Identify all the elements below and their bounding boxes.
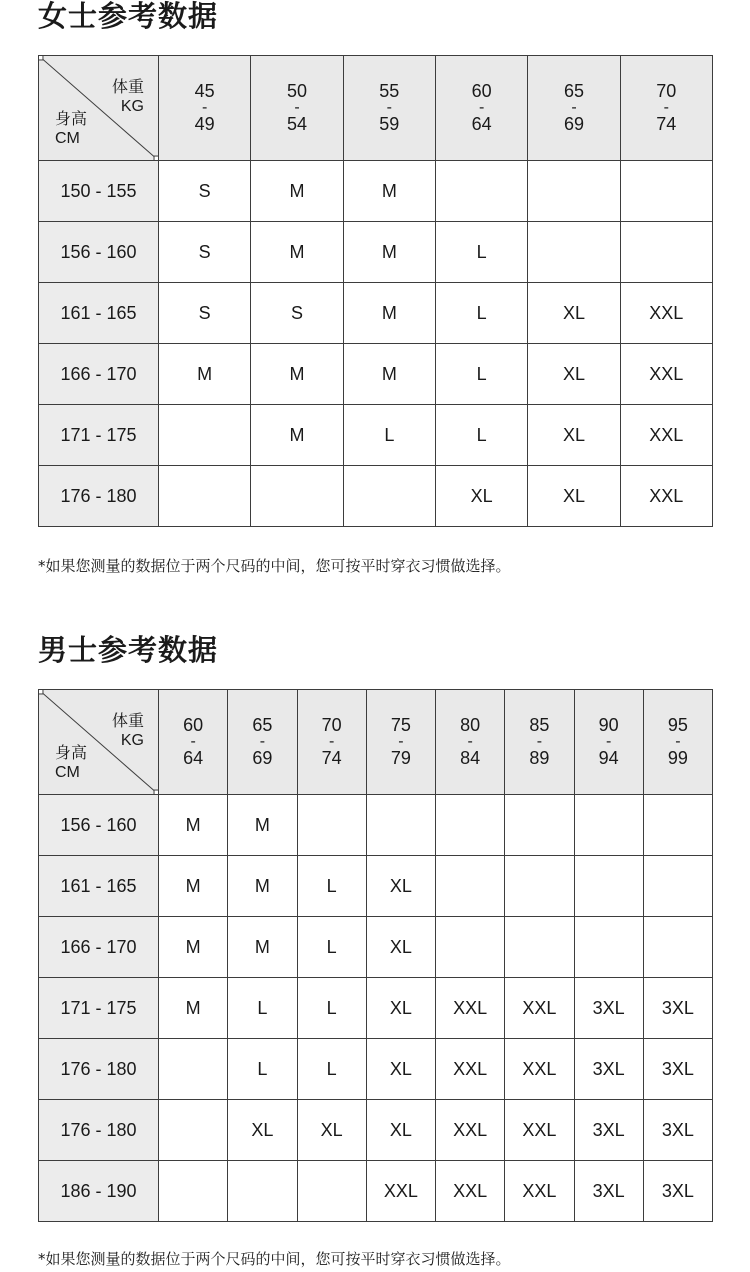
handle-bottom-right bbox=[154, 790, 158, 794]
size-cell bbox=[574, 856, 643, 917]
range-dash: - bbox=[536, 733, 543, 750]
size-cell bbox=[159, 405, 251, 466]
weight-header-cell bbox=[159, 690, 228, 795]
size-cell: L bbox=[228, 978, 297, 1039]
size-cell: XL bbox=[366, 856, 435, 917]
size-cell: M bbox=[251, 405, 343, 466]
size-cell bbox=[528, 161, 620, 222]
weight-from: 55 bbox=[379, 81, 400, 101]
height-range-cell: 156 - 160 bbox=[39, 795, 159, 856]
size-cell bbox=[528, 222, 620, 283]
header-row bbox=[39, 690, 713, 795]
table-row bbox=[39, 466, 713, 527]
weight-range bbox=[644, 716, 712, 768]
size-cell: M bbox=[251, 344, 343, 405]
size-cell: L bbox=[435, 344, 527, 405]
weight-range bbox=[228, 716, 296, 768]
height-label: 身高 bbox=[55, 745, 88, 762]
table-row bbox=[39, 1039, 713, 1100]
weight-range bbox=[367, 716, 435, 768]
height-range-cell: 166 - 170 bbox=[39, 917, 159, 978]
handle-top-left bbox=[39, 56, 43, 60]
size-cell: M bbox=[343, 161, 435, 222]
size-cell bbox=[159, 1100, 228, 1161]
size-cell: 3XL bbox=[643, 1100, 712, 1161]
weight-from: 85 bbox=[529, 715, 550, 735]
weight-to: 64 bbox=[183, 748, 204, 768]
weight-label: 体重 bbox=[111, 79, 144, 96]
size-cell bbox=[435, 161, 527, 222]
height-range-cell: 156 - 160 bbox=[39, 222, 159, 283]
size-cell: L bbox=[297, 917, 366, 978]
size-cell: M bbox=[251, 222, 343, 283]
weight-to: 79 bbox=[390, 748, 411, 768]
size-cell: M bbox=[343, 283, 435, 344]
weight-unit: KG bbox=[120, 732, 144, 749]
weight-header-cell bbox=[574, 690, 643, 795]
size-cell: XL bbox=[528, 283, 620, 344]
size-cell: S bbox=[251, 283, 343, 344]
range-dash: - bbox=[605, 733, 612, 750]
range-dash: - bbox=[571, 99, 577, 116]
height-range-cell: 161 - 165 bbox=[39, 856, 159, 917]
size-cell: M bbox=[159, 856, 228, 917]
size-cell: L bbox=[435, 283, 527, 344]
weight-to: 64 bbox=[471, 114, 492, 134]
weight-from: 65 bbox=[563, 81, 584, 101]
size-cell bbox=[436, 917, 505, 978]
size-cell bbox=[228, 1161, 297, 1222]
range-dash: - bbox=[398, 733, 404, 750]
header-row bbox=[39, 56, 713, 161]
size-cell: L bbox=[297, 856, 366, 917]
size-cell bbox=[505, 795, 574, 856]
men-section-title: 男士参考数据 bbox=[38, 633, 219, 667]
size-cell: 3XL bbox=[643, 1161, 712, 1222]
size-cell: S bbox=[159, 283, 251, 344]
size-cell: L bbox=[297, 1039, 366, 1100]
weight-to: 94 bbox=[598, 748, 619, 768]
table-row bbox=[39, 283, 713, 344]
size-cell bbox=[436, 795, 505, 856]
size-cell: M bbox=[159, 344, 251, 405]
size-cell: XL bbox=[528, 344, 620, 405]
size-cell: 3XL bbox=[574, 1161, 643, 1222]
size-cell: L bbox=[343, 405, 435, 466]
table-row bbox=[39, 222, 713, 283]
weight-from: 95 bbox=[667, 715, 688, 735]
table-row bbox=[39, 344, 713, 405]
women-note: *如果您测量的数据位于两个尺码的中间，您可按平时穿衣习惯做选择。 bbox=[38, 557, 511, 575]
size-cell bbox=[505, 856, 574, 917]
range-dash: - bbox=[294, 99, 300, 116]
weight-range bbox=[344, 82, 435, 134]
size-cell: M bbox=[159, 917, 228, 978]
size-cell bbox=[620, 222, 712, 283]
weight-header-cell bbox=[528, 56, 620, 161]
size-cell: XXL bbox=[505, 1161, 574, 1222]
weight-range bbox=[436, 716, 504, 768]
size-cell: XXL bbox=[620, 466, 712, 527]
handle-bottom-right bbox=[154, 156, 158, 160]
size-cell: M bbox=[228, 856, 297, 917]
size-cell: XL bbox=[528, 466, 620, 527]
size-cell bbox=[643, 917, 712, 978]
size-cell: 3XL bbox=[643, 1039, 712, 1100]
weight-range bbox=[298, 716, 366, 768]
range-dash: - bbox=[259, 733, 266, 750]
table-row bbox=[39, 405, 713, 466]
size-cell: M bbox=[159, 795, 228, 856]
weight-unit: KG bbox=[120, 98, 144, 115]
weight-axis-label bbox=[112, 78, 144, 116]
size-cell: XL bbox=[297, 1100, 366, 1161]
height-axis-label bbox=[55, 110, 87, 148]
weight-to: 89 bbox=[529, 748, 550, 768]
height-range-cell: 161 - 165 bbox=[39, 283, 159, 344]
weight-to: 54 bbox=[286, 114, 307, 134]
size-cell: XXL bbox=[366, 1161, 435, 1222]
table-row bbox=[39, 917, 713, 978]
men-note: *如果您测量的数据位于两个尺码的中间，您可按平时穿衣习惯做选择。 bbox=[38, 1250, 511, 1268]
size-cell: XXL bbox=[620, 405, 712, 466]
size-cell: L bbox=[435, 405, 527, 466]
height-range-cell: 176 - 180 bbox=[39, 1039, 159, 1100]
size-cell bbox=[297, 1161, 366, 1222]
size-cell: XXL bbox=[505, 1100, 574, 1161]
size-cell: XL bbox=[435, 466, 527, 527]
weight-to: 49 bbox=[194, 114, 215, 134]
table-row bbox=[39, 1161, 713, 1222]
size-cell: L bbox=[297, 978, 366, 1039]
weight-header-cell bbox=[505, 690, 574, 795]
women-size-table bbox=[38, 55, 713, 527]
size-cell: M bbox=[228, 917, 297, 978]
weight-header-cell bbox=[159, 56, 251, 161]
weight-to: 99 bbox=[667, 748, 688, 768]
size-cell: XXL bbox=[505, 978, 574, 1039]
size-cell: XL bbox=[228, 1100, 297, 1161]
size-cell bbox=[343, 466, 435, 527]
range-dash: - bbox=[328, 733, 335, 750]
range-dash: - bbox=[467, 733, 473, 750]
men-size-table bbox=[38, 689, 713, 1222]
weight-to: 69 bbox=[563, 114, 584, 134]
weight-header-cell bbox=[643, 690, 712, 795]
size-cell bbox=[159, 1161, 228, 1222]
table-row bbox=[39, 161, 713, 222]
size-cell: XL bbox=[366, 917, 435, 978]
weight-range bbox=[528, 82, 619, 134]
weight-axis-label bbox=[112, 712, 144, 750]
size-cell bbox=[505, 917, 574, 978]
size-cell: XXL bbox=[436, 1039, 505, 1100]
size-cell: XL bbox=[366, 978, 435, 1039]
size-cell: M bbox=[159, 978, 228, 1039]
weight-from: 65 bbox=[252, 715, 273, 735]
size-cell: M bbox=[343, 344, 435, 405]
weight-from: 50 bbox=[286, 81, 307, 101]
size-cell: 3XL bbox=[643, 978, 712, 1039]
weight-label: 体重 bbox=[111, 713, 144, 730]
size-cell: XL bbox=[366, 1100, 435, 1161]
size-cell: XXL bbox=[620, 344, 712, 405]
weight-header-cell bbox=[436, 690, 505, 795]
range-dash: - bbox=[663, 99, 669, 116]
weight-from: 45 bbox=[194, 81, 215, 101]
height-unit: CM bbox=[55, 130, 80, 147]
size-cell: XXL bbox=[436, 1161, 505, 1222]
table-row bbox=[39, 795, 713, 856]
size-cell bbox=[643, 856, 712, 917]
weight-to: 69 bbox=[252, 748, 273, 768]
size-cell: L bbox=[228, 1039, 297, 1100]
size-cell bbox=[251, 466, 343, 527]
height-range-cell: 176 - 180 bbox=[39, 1100, 159, 1161]
size-cell: XXL bbox=[436, 1100, 505, 1161]
height-axis-label bbox=[55, 744, 87, 782]
range-dash: - bbox=[202, 99, 208, 116]
size-cell: XL bbox=[528, 405, 620, 466]
corner-header-cell bbox=[39, 690, 159, 795]
height-range-cell: 186 - 190 bbox=[39, 1161, 159, 1222]
weight-range bbox=[575, 716, 643, 768]
weight-from: 70 bbox=[656, 81, 677, 101]
range-dash: - bbox=[675, 733, 681, 750]
size-cell: XXL bbox=[620, 283, 712, 344]
weight-to: 84 bbox=[460, 748, 481, 768]
weight-from: 60 bbox=[471, 81, 492, 101]
height-unit: CM bbox=[55, 764, 80, 781]
height-range-cell: 176 - 180 bbox=[39, 466, 159, 527]
weight-range bbox=[505, 716, 573, 768]
weight-header-cell bbox=[435, 56, 527, 161]
height-range-cell: 171 - 175 bbox=[39, 978, 159, 1039]
size-cell: S bbox=[159, 222, 251, 283]
size-cell bbox=[574, 917, 643, 978]
size-cell bbox=[436, 856, 505, 917]
size-cell bbox=[159, 1039, 228, 1100]
weight-to: 74 bbox=[656, 114, 677, 134]
size-cell: 3XL bbox=[574, 1039, 643, 1100]
size-cell: M bbox=[343, 222, 435, 283]
range-dash: - bbox=[190, 733, 196, 750]
weight-range bbox=[621, 82, 712, 134]
size-cell bbox=[159, 466, 251, 527]
corner-header-cell bbox=[39, 56, 159, 161]
size-cell bbox=[620, 161, 712, 222]
weight-header-cell bbox=[620, 56, 712, 161]
range-dash: - bbox=[478, 99, 485, 116]
table-row bbox=[39, 1100, 713, 1161]
size-cell: M bbox=[228, 795, 297, 856]
size-cell: 3XL bbox=[574, 1100, 643, 1161]
height-label: 身高 bbox=[55, 111, 88, 128]
weight-range bbox=[159, 82, 250, 134]
weight-from: 75 bbox=[390, 715, 411, 735]
weight-to: 59 bbox=[379, 114, 400, 134]
size-cell bbox=[574, 795, 643, 856]
size-cell bbox=[643, 795, 712, 856]
weight-from: 90 bbox=[598, 715, 619, 735]
weight-range bbox=[251, 82, 342, 134]
weight-header-cell bbox=[297, 690, 366, 795]
weight-from: 70 bbox=[321, 715, 342, 735]
size-cell: XXL bbox=[505, 1039, 574, 1100]
weight-header-cell bbox=[251, 56, 343, 161]
height-range-cell: 171 - 175 bbox=[39, 405, 159, 466]
size-cell: S bbox=[159, 161, 251, 222]
weight-header-cell bbox=[343, 56, 435, 161]
weight-from: 60 bbox=[183, 715, 204, 735]
range-dash: - bbox=[386, 99, 392, 116]
height-range-cell: 166 - 170 bbox=[39, 344, 159, 405]
weight-to: 74 bbox=[321, 748, 342, 768]
handle-top-left bbox=[39, 690, 43, 694]
table-row bbox=[39, 978, 713, 1039]
table-row bbox=[39, 856, 713, 917]
women-section-title: 女士参考数据 bbox=[38, 0, 219, 33]
weight-header-cell bbox=[228, 690, 297, 795]
size-cell bbox=[297, 795, 366, 856]
height-range-cell: 150 - 155 bbox=[39, 161, 159, 222]
size-cell: XL bbox=[366, 1039, 435, 1100]
weight-range bbox=[436, 82, 527, 134]
size-cell bbox=[366, 795, 435, 856]
size-cell: XXL bbox=[436, 978, 505, 1039]
size-cell: M bbox=[251, 161, 343, 222]
weight-header-cell bbox=[366, 690, 435, 795]
size-cell: 3XL bbox=[574, 978, 643, 1039]
size-cell: L bbox=[435, 222, 527, 283]
weight-range bbox=[159, 716, 227, 768]
weight-from: 80 bbox=[460, 715, 481, 735]
